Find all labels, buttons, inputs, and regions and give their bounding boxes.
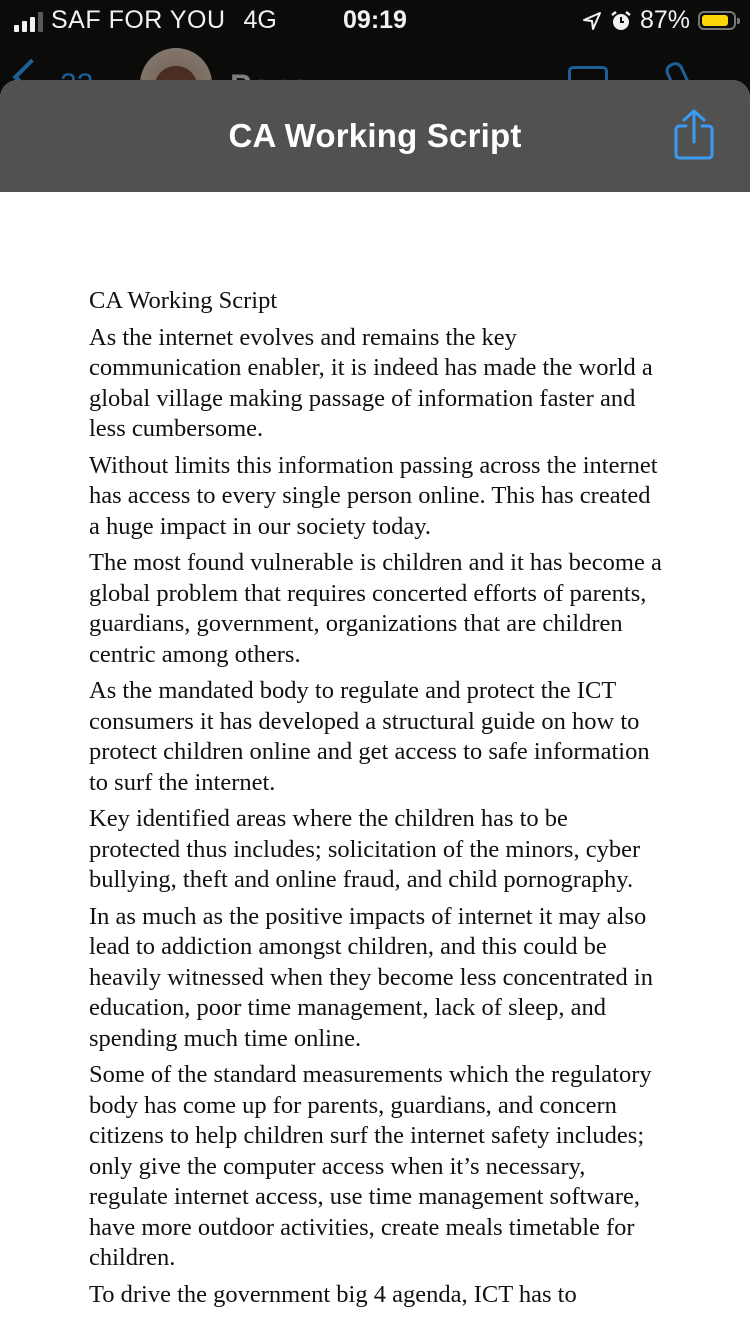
paragraph: To drive the government big 4 agenda, ICT has to (89, 1280, 577, 1308)
share-icon (672, 108, 716, 162)
location-arrow-icon (582, 11, 602, 31)
battery-level (702, 15, 728, 26)
sheet-title: CA Working Script (228, 117, 522, 154)
status-right (582, 6, 736, 35)
network-type: 4G (243, 6, 277, 34)
battery-icon (698, 11, 736, 30)
alarm-icon (610, 10, 632, 32)
paragraph: Without limits this information passing across the internet has access to every single person online. This has created a huge impact in our society today. (89, 451, 658, 540)
paragraph: Key identified areas where the children has to be protected thus includes; solicitation of the minors, cyber bullying, theft and online fraud, and child pornography. (89, 805, 641, 893)
paragraph: As the mandated body to regulate and protect the ICT consumers it has developed a structural guide on how to protect children online and get access to safe information to surf the internet. (89, 677, 650, 796)
paragraph: Some of the standard measurements which the regulatory body has come up for parents, guardians, and concern citizens to help children surf the internet safety includes; only give the computer access when it’s necessary, regulate internet access, use time management software, have more outdoor activities, create meals timetable for children. (89, 1061, 652, 1271)
sheet-header (0, 80, 750, 192)
status-time: 09:19 (343, 6, 407, 34)
paragraph: As the internet evolves and remains the key communication enabler, it is indeed has made the world a global village making passage of information faster and less cumbersome. (89, 323, 653, 442)
document-body (0, 192, 750, 1310)
status-bar (0, 0, 750, 42)
document-preview-sheet (0, 80, 750, 1334)
battery-percent: 87% (639, 6, 690, 34)
document-heading: CA Working Script (89, 287, 278, 314)
paragraph: The most found vulnerable is children and it has become a global problem that requires concerted efforts of parents, guardians, government, organizations that are children centric among others. (89, 549, 662, 668)
share-button[interactable] (672, 108, 716, 162)
carrier-name: SAF FOR YOU (51, 6, 226, 34)
paragraph: In as much as the positive impacts of internet it may also lead to addiction amongst children, and this could be heavily witnessed when they become less concentrated in education, poor time management, lack of sleep, and spending much time online. (89, 902, 653, 1052)
